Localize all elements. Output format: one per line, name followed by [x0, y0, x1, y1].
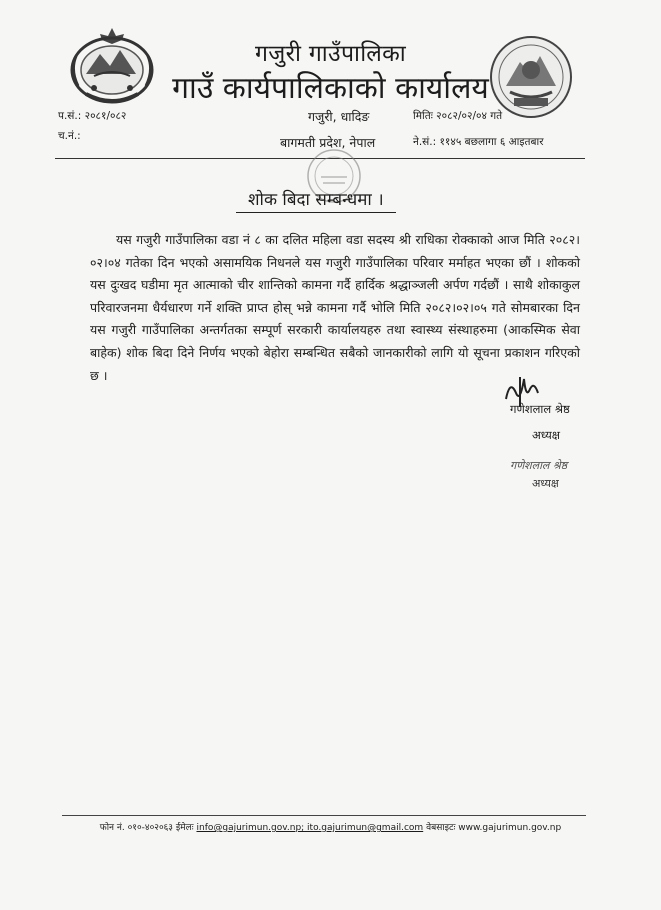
- reference-numbers: [58, 106, 126, 146]
- signatory-name: गणेशलाल श्रेष्ठ: [510, 402, 570, 416]
- nepal-sambat-date: ने.सं.: ११४५ बछलागा ६ आइतबार: [413, 136, 544, 148]
- dispatch-number: च.नं.:: [58, 130, 81, 142]
- office-title: गाउँ कार्यपालिकाको कार्यालय: [172, 71, 489, 106]
- subject-heading: शोक बिदा सम्बन्धमा ।: [236, 187, 396, 213]
- municipality-name: गजुरी गाउँपालिका: [254, 41, 407, 67]
- footer-email-link[interactable]: info@gajurimun.gov.np; ito.gajurimun@gmail.com: [196, 823, 424, 833]
- footer-phone: फोन नं. ०१०-४०२०६३: [99, 823, 173, 833]
- address-line-1: गजुरी, धादिङ: [308, 109, 370, 124]
- footer-email-label: ईमेलः: [175, 823, 194, 833]
- footer-website-link[interactable]: www.gajurimun.gov.np: [458, 823, 562, 833]
- address-line-2: बागमती प्रदेश, नेपाल: [280, 135, 376, 150]
- fiscal-reference: प.सं.: २०८१/०८२: [58, 110, 127, 122]
- signatory-title: अध्यक्ष: [532, 428, 561, 442]
- footer-divider: [62, 815, 586, 816]
- stamp-title: अध्यक्ष: [532, 477, 559, 490]
- notice-paragraph: यस गजुरी गाउँपालिका वडा नं ८ का दलित महिला वडा सदस्य श्री राधिका रोक्काको आज मिति २०८२।०२।०४ गतेका दिन भएको असामयिक निधनले यस गजुरी गाउँपालिका परिवार मर्माहत भएका छौं । शोकको यस दुःखद घडीमा मृत आत्माको चीर शान्तिको कामना गर्दै हार्दिक श्रद्धाञ्जली अर्पण गर्दछौं । साथै शोकाकुल परिवारजनमा धैर्यधारण गर्ने शक्ति प्राप्त होस् भन्ने कामना गर्दै भोलि मिति २०८२।०२।०५ गते सोमबारका दिन यस गजुरी गाउँपालिका अन्तर्गतका सम्पूर्ण सरकारी कार्यालयहरु तथा स्वास्थ्य संस्थाहरुमा (आकस्मिक सेवा बाहेक) शोक बिदा दिने निर्णय भएको बेहोरा सम्बन्धित सबैको जानकारीको लागि यो सूचना प्रकाशन गरिएको छ ।: [90, 232, 580, 383]
- footer-website-label: वेबसाइटः: [426, 823, 456, 833]
- notice-body: [90, 229, 580, 387]
- footer-contact: [0, 820, 661, 833]
- stamp-name: गणेशलाल श्रेष्ठ: [510, 459, 568, 472]
- document-date: मितिः २०८२/०२/०४ गते: [413, 110, 503, 122]
